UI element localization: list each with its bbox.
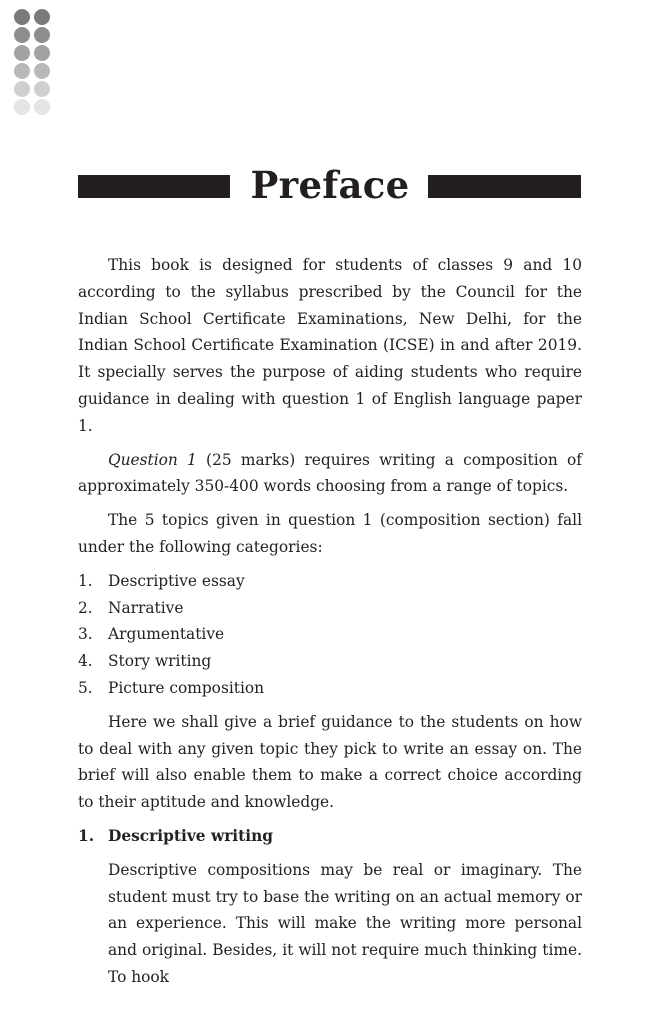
decorative-dot [14,45,30,61]
paragraph-topics: The 5 topics given in question 1 (composition section) fall under the following categories: [78,511,582,556]
list-label: Story writing [108,652,212,671]
section-number: 1. [78,826,95,845]
paragraph-question [78,447,582,501]
question-label: Question 1 [108,450,197,469]
list-label: Narrative [108,598,184,617]
decorative-dot [14,27,30,43]
list-item [78,648,582,675]
section-heading [78,823,582,850]
question-description: (25 marks) requires writing a composition of approximately 350-400 words choosing from a range of topics. [78,450,582,496]
decorative-dot [14,63,30,79]
decorative-dot [34,27,50,43]
list-item [78,595,582,622]
preface-body [78,252,582,998]
title-bar-right [428,175,581,198]
section-title: Descriptive writing [108,826,274,845]
list-item [78,568,582,595]
decorative-dot [14,99,30,115]
decorative-dot [34,9,50,25]
list-label: Picture composition [108,678,265,697]
list-number: 4. [78,652,93,671]
section-paragraph: Descriptive compositions may be real or imaginary. The student must try to base the writing on an actual memory or an experience. This will make the writing more personal and original. Besides, it will not require much thinking time. To hook [108,860,582,986]
paragraph-guidance: Here we shall give a brief guidance to the students on how to deal with any given topic they pick to write an essay on. The brief will also enable them to make a correct choice according to their aptitude and knowledge. [78,712,582,812]
category-list [78,568,582,702]
decorative-dot [34,63,50,79]
list-item [78,621,582,648]
decorative-dot-grid [14,9,51,117]
list-number: 3. [78,625,93,644]
list-item [78,675,582,702]
decorative-dot [34,81,50,97]
paragraph-intro: This book is designed for students of classes 9 and 10 according to the syllabus prescribed by the Council for the Indian School Certificate Examinations, New Delhi, for the Indian School Certificate Examination (ICSE) in and after 2019. It specially serves the purpose of aiding students who require guidance in dealing with question 1 of English language paper 1. [78,256,582,435]
list-number: 1. [78,571,93,590]
decorative-dot [14,9,30,25]
list-number: 2. [78,598,93,617]
list-label: Descriptive essay [108,571,245,590]
section-body [78,857,582,991]
decorative-dot [34,99,50,115]
list-label: Argumentative [108,625,225,644]
decorative-dot [14,81,30,97]
decorative-dot [34,45,50,61]
list-number: 5. [78,678,93,697]
page-title: Preface [250,163,410,207]
